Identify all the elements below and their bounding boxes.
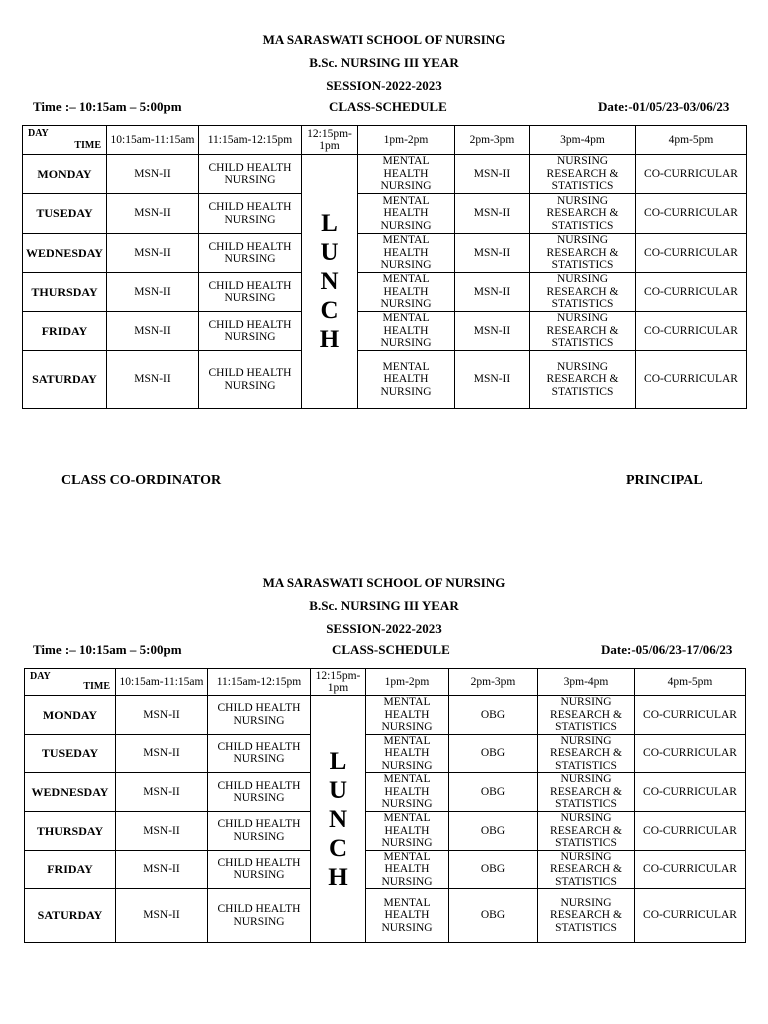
principal-signature-label: PRINCIPAL bbox=[626, 473, 703, 488]
subject-cell: MSN-II bbox=[107, 273, 199, 312]
subject-cell: CO-CURRICULAR bbox=[635, 734, 746, 773]
school-name: MA SARASWATI SCHOOL OF NURSING bbox=[262, 32, 506, 47]
subject-cell: NURSING RESEARCH & STATISTICS bbox=[538, 773, 635, 812]
lunch-letter: N bbox=[328, 805, 348, 833]
subject-cell: MSN-II bbox=[455, 155, 530, 194]
subject-cell: CO-CURRICULAR bbox=[636, 155, 747, 194]
subject-cell: OBG bbox=[449, 889, 538, 943]
lunch-letter: U bbox=[320, 239, 339, 266]
subject-cell: MSN-II bbox=[455, 234, 530, 273]
subject-cell: MENTAL HEALTH NURSING bbox=[366, 889, 449, 943]
subject-cell: CHILD HEALTH NURSING bbox=[208, 734, 311, 773]
subject-cell: CO-CURRICULAR bbox=[635, 889, 746, 943]
subject-cell: MSN-II bbox=[116, 812, 208, 851]
class-coordinator-signature-label: CLASS CO-ORDINATOR bbox=[61, 473, 222, 488]
subject-cell: CHILD HEALTH NURSING bbox=[208, 812, 311, 851]
lunch-letter: L bbox=[321, 210, 338, 237]
schedule-section-2 bbox=[0, 573, 768, 934]
subject-cell: MENTAL HEALTH NURSING bbox=[358, 312, 455, 351]
day-cell: TUSEDAY bbox=[25, 734, 116, 773]
date-range-label: Date:-05/06/23-17/06/23 bbox=[601, 642, 733, 657]
subject-cell: MSN-II bbox=[116, 850, 208, 889]
slot-header: 12:15pm-1pm bbox=[311, 669, 366, 696]
subject-cell: MSN-II bbox=[116, 734, 208, 773]
schedule-section-1 bbox=[0, 30, 768, 398]
subject-cell: NURSING RESEARCH & STATISTICS bbox=[530, 155, 636, 194]
lunch-letter: L bbox=[329, 747, 347, 775]
lunch-letter: N bbox=[320, 268, 339, 295]
time-label: Time :– 10:15am – 5:00pm bbox=[33, 642, 182, 657]
slot-header: 10:15am-11:15am bbox=[107, 126, 199, 155]
table-row bbox=[23, 194, 747, 234]
day-header: DAY bbox=[28, 128, 49, 139]
lunch-letter: C bbox=[328, 834, 348, 862]
subject-cell: OBG bbox=[449, 850, 538, 889]
subject-cell: CO-CURRICULAR bbox=[635, 850, 746, 889]
table-row bbox=[23, 312, 747, 351]
slot-header: 11:15am-12:15pm bbox=[208, 669, 311, 696]
subject-cell: CO-CURRICULAR bbox=[636, 312, 747, 351]
day-cell: TUSEDAY bbox=[23, 194, 107, 234]
slot-header: 10:15am-11:15am bbox=[116, 669, 208, 696]
subject-cell: CHILD HEALTH NURSING bbox=[199, 194, 302, 234]
subject-cell: NURSING RESEARCH & STATISTICS bbox=[538, 734, 635, 773]
table-row bbox=[25, 812, 746, 851]
slot-header: 2pm-3pm bbox=[449, 669, 538, 696]
table-row bbox=[25, 850, 746, 889]
day-time-corner-cell bbox=[23, 126, 107, 155]
lunch-vertical-text bbox=[304, 209, 355, 354]
subject-cell: MSN-II bbox=[116, 773, 208, 812]
subject-cell: OBG bbox=[449, 812, 538, 851]
day-cell: MONDAY bbox=[25, 696, 116, 735]
table-row bbox=[23, 273, 747, 312]
lunch-letter: H bbox=[319, 326, 340, 353]
subject-cell: NURSING RESEARCH & STATISTICS bbox=[530, 194, 636, 234]
day-cell: WEDNESDAY bbox=[23, 234, 107, 273]
subject-cell: MENTAL HEALTH NURSING bbox=[358, 273, 455, 312]
slot-header: 12:15pm-1pm bbox=[302, 126, 358, 155]
subject-cell: NURSING RESEARCH & STATISTICS bbox=[538, 850, 635, 889]
subject-cell: CHILD HEALTH NURSING bbox=[208, 696, 311, 735]
lunch-letter: U bbox=[328, 776, 348, 804]
schedule-table bbox=[24, 668, 746, 943]
slot-header: 4pm-5pm bbox=[635, 669, 746, 696]
lunch-letter: H bbox=[328, 863, 348, 891]
subject-cell: MENTAL HEALTH NURSING bbox=[358, 351, 455, 409]
subject-cell: CO-CURRICULAR bbox=[636, 194, 747, 234]
day-cell: THURSDAY bbox=[23, 273, 107, 312]
table-row bbox=[25, 889, 746, 943]
subject-cell: CO-CURRICULAR bbox=[635, 773, 746, 812]
subject-cell: MENTAL HEALTH NURSING bbox=[358, 194, 455, 234]
subject-cell: MENTAL HEALTH NURSING bbox=[366, 812, 449, 851]
subject-cell: MSN-II bbox=[455, 273, 530, 312]
subject-cell: MSN-II bbox=[107, 234, 199, 273]
lunch-vertical-text bbox=[313, 747, 363, 892]
day-cell: MONDAY bbox=[23, 155, 107, 194]
subject-cell: CHILD HEALTH NURSING bbox=[199, 312, 302, 351]
day-cell: FRIDAY bbox=[25, 850, 116, 889]
subject-cell: MSN-II bbox=[107, 312, 199, 351]
header-row bbox=[23, 126, 747, 155]
subject-cell: NURSING RESEARCH & STATISTICS bbox=[530, 273, 636, 312]
subject-cell: NURSING RESEARCH & STATISTICS bbox=[538, 812, 635, 851]
subject-cell: OBG bbox=[449, 773, 538, 812]
subject-cell: CHILD HEALTH NURSING bbox=[199, 234, 302, 273]
day-cell: SATURDAY bbox=[25, 889, 116, 943]
info-row bbox=[0, 99, 768, 121]
subject-cell: MENTAL HEALTH NURSING bbox=[358, 155, 455, 194]
subject-cell: CHILD HEALTH NURSING bbox=[199, 273, 302, 312]
time-label: Time :– 10:15am – 5:00pm bbox=[33, 99, 182, 114]
subject-cell: NURSING RESEARCH & STATISTICS bbox=[538, 696, 635, 735]
table-row bbox=[23, 234, 747, 273]
info-row bbox=[0, 642, 768, 664]
subject-cell: CHILD HEALTH NURSING bbox=[199, 155, 302, 194]
slot-header: 1pm-2pm bbox=[366, 669, 449, 696]
table-row bbox=[23, 155, 747, 194]
day-cell: THURSDAY bbox=[25, 812, 116, 851]
subject-cell: MSN-II bbox=[455, 312, 530, 351]
slot-header: 4pm-5pm bbox=[636, 126, 747, 155]
course-name: B.Sc. NURSING III YEAR bbox=[309, 55, 459, 70]
subject-cell: CO-CURRICULAR bbox=[635, 812, 746, 851]
subject-cell: OBG bbox=[449, 696, 538, 735]
subject-cell: NURSING RESEARCH & STATISTICS bbox=[538, 889, 635, 943]
schedule-table bbox=[22, 125, 747, 409]
day-cell: FRIDAY bbox=[23, 312, 107, 351]
day-time-corner-cell bbox=[25, 669, 116, 696]
class-schedule-label: CLASS-SCHEDULE bbox=[329, 99, 447, 114]
slot-header: 1pm-2pm bbox=[358, 126, 455, 155]
time-header: TIME bbox=[83, 680, 110, 692]
subject-cell: CHILD HEALTH NURSING bbox=[208, 850, 311, 889]
time-header: TIME bbox=[74, 139, 101, 151]
table-row bbox=[25, 773, 746, 812]
subject-cell: NURSING RESEARCH & STATISTICS bbox=[530, 234, 636, 273]
subject-cell: MENTAL HEALTH NURSING bbox=[366, 850, 449, 889]
subject-cell: MENTAL HEALTH NURSING bbox=[366, 734, 449, 773]
subject-cell: MENTAL HEALTH NURSING bbox=[366, 773, 449, 812]
table-row bbox=[25, 734, 746, 773]
class-schedule-label: CLASS-SCHEDULE bbox=[332, 642, 450, 657]
slot-header: 3pm-4pm bbox=[530, 126, 636, 155]
table-row bbox=[23, 351, 747, 409]
subject-cell: MSN-II bbox=[116, 889, 208, 943]
subject-cell: MSN-II bbox=[455, 194, 530, 234]
subject-cell: NURSING RESEARCH & STATISTICS bbox=[530, 351, 636, 409]
lunch-cell bbox=[311, 696, 366, 943]
subject-cell: NURSING RESEARCH & STATISTICS bbox=[530, 312, 636, 351]
subject-cell: CO-CURRICULAR bbox=[635, 696, 746, 735]
course-name: B.Sc. NURSING III YEAR bbox=[309, 598, 459, 613]
subject-cell: MSN-II bbox=[107, 351, 199, 409]
school-name: MA SARASWATI SCHOOL OF NURSING bbox=[262, 575, 506, 590]
day-cell: WEDNESDAY bbox=[25, 773, 116, 812]
subject-cell: MENTAL HEALTH NURSING bbox=[358, 234, 455, 273]
lunch-cell bbox=[302, 155, 358, 409]
subject-cell: MSN-II bbox=[107, 155, 199, 194]
subject-cell: CHILD HEALTH NURSING bbox=[208, 773, 311, 812]
subject-cell: CHILD HEALTH NURSING bbox=[208, 889, 311, 943]
day-header: DAY bbox=[30, 671, 51, 682]
session-label: SESSION-2022-2023 bbox=[326, 621, 442, 636]
header-row bbox=[25, 669, 746, 696]
table-row bbox=[25, 696, 746, 735]
date-range-label: Date:-01/05/23-03/06/23 bbox=[598, 99, 730, 114]
session-label: SESSION-2022-2023 bbox=[326, 78, 442, 93]
day-cell: SATURDAY bbox=[23, 351, 107, 409]
subject-cell: MSN-II bbox=[107, 194, 199, 234]
slot-header: 11:15am-12:15pm bbox=[199, 126, 302, 155]
subject-cell: MSN-II bbox=[455, 351, 530, 409]
subject-cell: MSN-II bbox=[116, 696, 208, 735]
subject-cell: CO-CURRICULAR bbox=[636, 273, 747, 312]
slot-header: 2pm-3pm bbox=[455, 126, 530, 155]
subject-cell: CO-CURRICULAR bbox=[636, 234, 747, 273]
lunch-letter: C bbox=[320, 297, 339, 324]
slot-header: 3pm-4pm bbox=[538, 669, 635, 696]
subject-cell: OBG bbox=[449, 734, 538, 773]
subject-cell: CO-CURRICULAR bbox=[636, 351, 747, 409]
subject-cell: CHILD HEALTH NURSING bbox=[199, 351, 302, 409]
subject-cell: MENTAL HEALTH NURSING bbox=[366, 696, 449, 735]
